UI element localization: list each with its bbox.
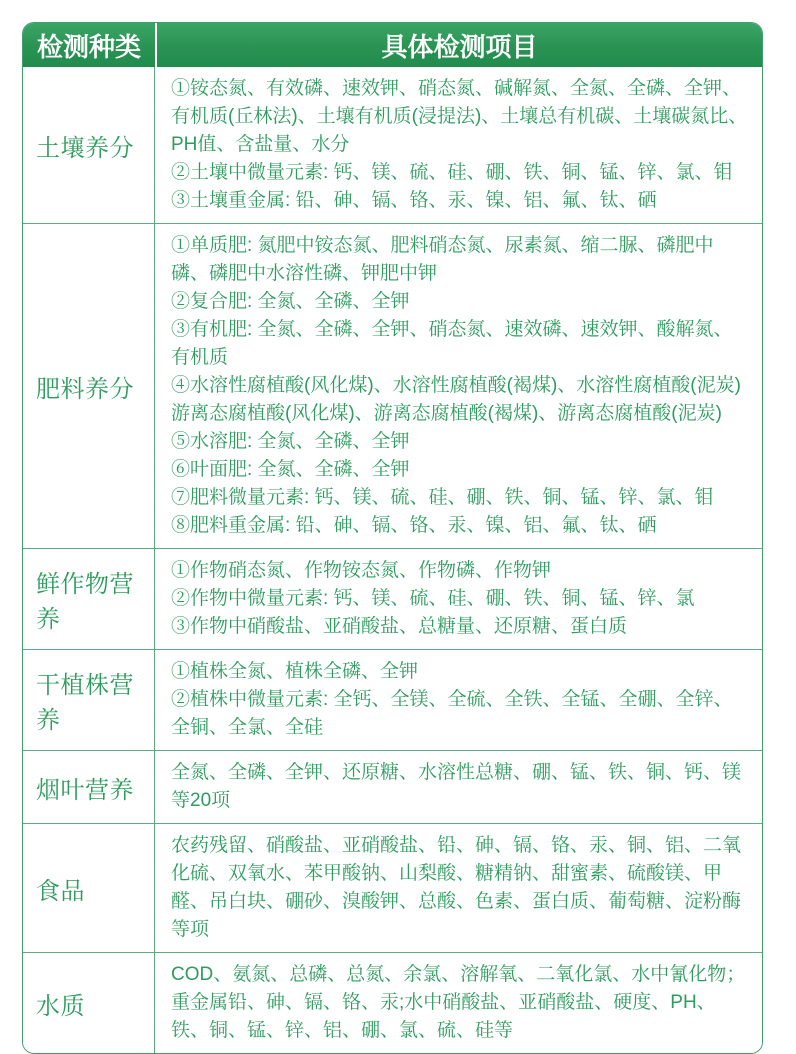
category-cell: 烟叶营养 bbox=[23, 751, 155, 823]
category-cell: 肥料养分 bbox=[23, 224, 155, 548]
detail-line: ②土壤中微量元素: 钙、镁、硫、硅、硼、铁、铜、锰、锌、氯、钼 bbox=[171, 162, 733, 183]
table-row bbox=[23, 649, 762, 750]
detail-line: ⑦肥料微量元素: 钙、镁、硫、硅、硼、铁、铜、锰、锌、氯、钼 bbox=[171, 487, 714, 508]
detail-line: ③作物中硝酸盐、亚硝酸盐、总糖量、还原糖、蛋白质 bbox=[171, 616, 628, 637]
detail-line: ①植株全氮、植株全磷、全钾 bbox=[171, 661, 419, 682]
detail-line: ⑧肥料重金属: 铅、砷、镉、铬、汞、镍、铝、氟、钛、硒 bbox=[171, 515, 657, 536]
items-cell bbox=[155, 751, 762, 823]
detail-line: ①铵态氮、有效磷、速效钾、硝态氮、碱解氮、全氮、全磷、全钾、有机质(丘林法)、土壤有机质(浸提法)、土壤总有机碳、土壤碳氮比、PH值、含盐量、水分 bbox=[171, 78, 748, 155]
detection-items-table bbox=[22, 22, 763, 1054]
detail-line: ②作物中微量元素: 钙、镁、硫、硅、硼、铁、铜、锰、锌、氯 bbox=[171, 588, 695, 609]
detail-line: ⑤水溶肥: 全氮、全磷、全钾 bbox=[171, 431, 410, 452]
category-cell: 土壤养分 bbox=[23, 67, 155, 223]
detail-line: ①单质肥: 氮肥中铵态氮、肥料硝态氮、尿素氮、缩二脲、磷肥中磷、磷肥中水溶性磷、钾肥中钾 bbox=[171, 235, 714, 284]
table-header bbox=[23, 23, 762, 67]
header-cell-items: 具体检测项目 bbox=[381, 31, 538, 62]
table-row bbox=[23, 67, 762, 223]
detail-line: ②植株中微量元素: 全钙、全镁、全硫、全铁、全锰、全硼、全锌、全铜、全氯、全硅 bbox=[171, 689, 733, 738]
table-row bbox=[23, 223, 762, 548]
items-cell bbox=[155, 953, 762, 1053]
table-row bbox=[23, 548, 762, 649]
category-cell: 鲜作物营养 bbox=[23, 549, 155, 649]
table-row bbox=[23, 823, 762, 952]
detail-line: 游离态腐植酸(风化煤)、游离态腐植酸(褐煤)、游离态腐植酸(泥炭) bbox=[171, 403, 722, 424]
category-cell: 食品 bbox=[23, 824, 155, 952]
table-body bbox=[23, 67, 762, 1053]
items-cell bbox=[155, 650, 762, 750]
items-cell bbox=[155, 224, 762, 548]
header-cell-category: 检测种类 bbox=[23, 23, 157, 67]
category-cell: 干植株营养 bbox=[23, 650, 155, 750]
detail-line: ⑥叶面肥: 全氮、全磷、全钾 bbox=[171, 459, 410, 480]
detail-line: ③有机肥: 全氮、全磷、全钾、硝态氮、速效磷、速效钾、酸解氮、有机质 bbox=[171, 319, 733, 368]
items-cell bbox=[155, 549, 762, 649]
detail-line: ①作物硝态氮、作物铵态氮、作物磷、作物钾 bbox=[171, 560, 552, 581]
items-cell bbox=[155, 67, 762, 223]
items-cell bbox=[155, 824, 762, 952]
detail-line: COD、氨氮、总磷、总氮、余氯、溶解氧、二氧化氯、水中氰化物；重金属铅、砷、镉、铬、汞;水中硝酸盐、亚硝酸盐、硬度、PH、铁、铜、锰、锌、铝、硼、氯、硫、硅等 bbox=[171, 964, 746, 1041]
detail-line: ④水溶性腐植酸(风化煤)、水溶性腐植酸(褐煤)、水溶性腐植酸(泥炭) bbox=[171, 375, 741, 396]
category-cell: 水质 bbox=[23, 953, 155, 1053]
table-row bbox=[23, 952, 762, 1053]
detail-line: 全氮、全磷、全钾、还原糖、水溶性总糖、硼、锰、铁、铜、钙、镁等20项 bbox=[171, 762, 742, 811]
table-row bbox=[23, 750, 762, 823]
detail-line: ②复合肥: 全氮、全磷、全钾 bbox=[171, 291, 410, 312]
detail-line: 农药残留、硝酸盐、亚硝酸盐、铅、砷、镉、铬、汞、铜、铝、二氧化硫、双氧水、苯甲酸钠、山梨酸、糖精钠、甜蜜素、硫酸镁、甲醛、吊白块、硼砂、溴酸钾、总酸、色素、蛋白质、葡萄糖、淀粉酶等项 bbox=[171, 835, 742, 940]
detail-line: ③土壤重金属: 铅、砷、镉、铬、汞、镍、铝、氟、钛、硒 bbox=[171, 190, 657, 211]
